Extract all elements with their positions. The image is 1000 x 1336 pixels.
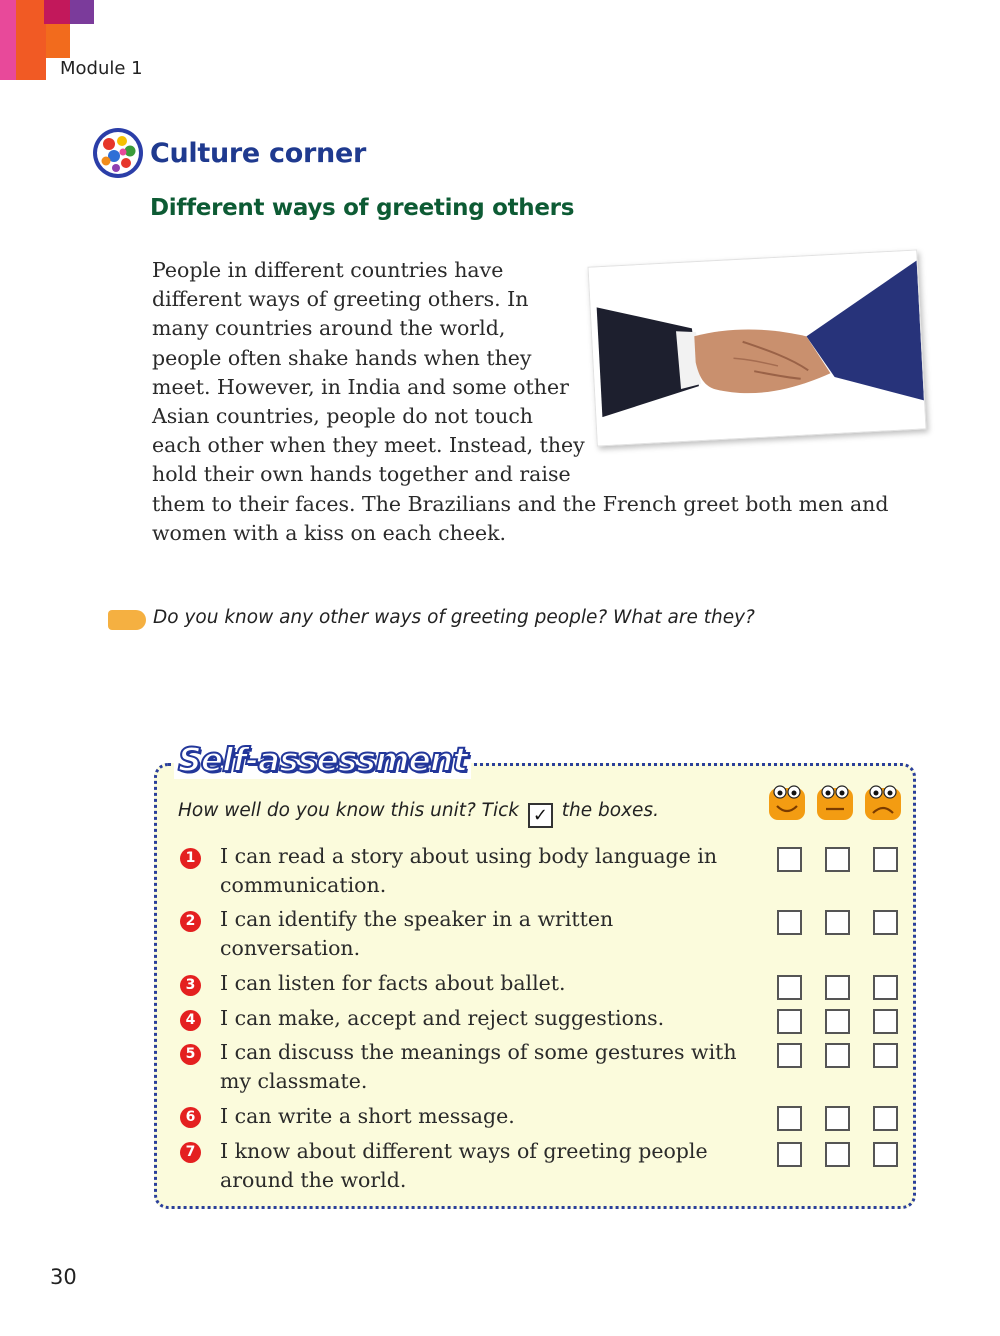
checkbox-well[interactable] [777,847,802,872]
checkbox-not-well[interactable] [873,1043,898,1068]
checkbox-well[interactable] [777,975,802,1000]
checkbox-ok[interactable] [825,1043,850,1068]
assessment-item-line: I can write a short message. [220,1104,515,1128]
item-number-badge: 6 [180,1107,201,1128]
passage-line: many countries around the world, [152,316,506,341]
checkbox-ok[interactable] [825,975,850,1000]
checkbox-not-well[interactable] [873,1106,898,1131]
checkbox-not-well[interactable] [873,1142,898,1167]
assessment-item [220,905,750,963]
neutral-face-icon [816,784,854,822]
checkbox-well[interactable] [777,1009,802,1034]
self-assessment-instruction [178,800,659,828]
assessment-item-line: communication. [220,873,387,897]
passage-line: people often shake hands when they [152,345,532,370]
item-number-badge: 1 [180,848,201,869]
passage-line: each other when they meet. Instead, they [152,433,585,458]
checkbox-well[interactable] [777,1142,802,1167]
item-number-badge: 7 [180,1142,201,1163]
assessment-item-line: I can listen for facts about ballet. [220,971,566,995]
globe-dots-icon [92,127,144,179]
assessment-item [220,1004,750,1033]
module-label: Module 1 [60,58,143,79]
checkbox-not-well[interactable] [873,1009,898,1034]
assessment-item [220,842,750,900]
question-marker-icon [108,610,146,630]
passage-line: women with a kiss on each cheek. [152,520,507,545]
checkbox-ok[interactable] [825,1142,850,1167]
assessment-item-line: around the world. [220,1168,407,1192]
item-number-badge: 5 [180,1044,201,1065]
checkbox-not-well[interactable] [873,975,898,1000]
discussion-question: Do you know any other ways of greeting people? What are they? [153,607,755,628]
assessment-item-line: I can read a story about using body language in [220,844,718,868]
passage-line: Asian countries, people do not touch [152,404,534,429]
assessment-item [220,969,750,998]
checkbox-well[interactable] [777,1043,802,1068]
passage-line: them to their faces. The Brazilians and the French greet both men and [152,491,889,516]
assessment-item [220,1102,750,1131]
passage-line: different ways of greeting others. In [152,287,529,312]
item-number-badge: 3 [180,975,201,996]
sad-face-icon [864,784,902,822]
happy-face-icon [768,784,806,822]
item-number-badge: 4 [180,1010,201,1031]
section-subtitle: Different ways of greeting others [150,195,575,221]
checkbox-well[interactable] [777,1106,802,1131]
assessment-item [220,1038,750,1096]
checkbox-ok[interactable] [825,910,850,935]
passage-line: People in different countries have [152,258,504,282]
section-title: Culture corner [150,138,366,169]
instruction-text: the boxes. [561,800,659,821]
assessment-item-line: I know about different ways of greeting people [220,1139,708,1163]
instruction-text: How well do you know this unit? Tick [178,800,520,821]
checkbox-ok[interactable] [825,847,850,872]
checkbox-not-well[interactable] [873,910,898,935]
assessment-item-line: I can make, accept and reject suggestions. [220,1006,665,1030]
assessment-item-line: I can identify the speaker in a written [220,907,614,931]
passage-line: hold their own hands together and raise [152,462,571,487]
reading-passage [152,256,892,548]
checkbox-not-well[interactable] [873,847,898,872]
item-number-badge: 2 [180,911,201,932]
assessment-item-line: conversation. [220,936,361,960]
assessment-item-line: my classmate. [220,1069,368,1093]
passage-line: meet. However, in India and some other [152,374,569,399]
assessment-item-line: I can discuss the meanings of some gestures with [220,1040,737,1064]
checkbox-ok[interactable] [825,1106,850,1131]
self-assessment-title: Self-assessment [174,740,471,779]
checkbox-ok[interactable] [825,1009,850,1034]
assessment-item [220,1137,750,1195]
tick-icon: ✓ [528,803,553,828]
page-number: 30 [50,1265,77,1289]
checkbox-well[interactable] [777,910,802,935]
